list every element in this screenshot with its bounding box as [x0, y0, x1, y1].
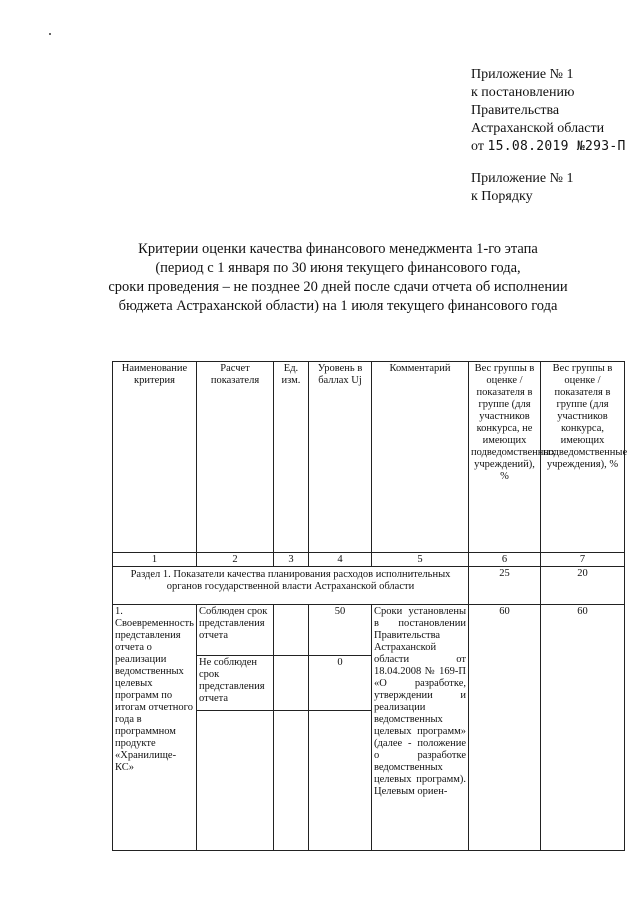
title-line: (период с 1 января по 30 июня текущего финансового года,: [155, 260, 521, 276]
calc-option: Соблюден срок представления отчета: [197, 605, 274, 656]
criterion-row: [113, 605, 625, 656]
appendix-line: Астраханской области: [471, 121, 605, 136]
header-cell: Комментарий: [372, 362, 469, 553]
column-number: 7: [541, 553, 625, 567]
header-cell: Вес группы в оценке / показателя в группе (для участников конкурса, имеющих подведомственные учреждения), %: [541, 362, 625, 553]
title-line: бюджета Астраханской области) на 1 июля текущего финансового года: [118, 298, 558, 314]
column-number: 6: [469, 553, 541, 567]
header-cell: Расчет показателя: [197, 362, 274, 553]
column-number: 4: [309, 553, 372, 567]
scan-speck: [49, 33, 51, 35]
section-weight: 25: [469, 567, 541, 605]
empty-cell: [309, 711, 372, 851]
header-cell: Наименование критерия: [113, 362, 197, 553]
header-cell: Ед. изм.: [274, 362, 309, 553]
unit-cell: [274, 605, 309, 656]
section-row: [113, 567, 625, 605]
weight-cell: 60: [541, 605, 625, 851]
date-prefix: от: [471, 139, 484, 154]
criterion-name: 1. Своевременность представления отчета о реализации ведомственных целевых программ по итогам отчетного года в программном продукте «Хранилище-КС»: [113, 605, 197, 851]
column-number-row: [113, 553, 625, 567]
appendix-line: к Порядку: [471, 189, 533, 204]
appendix-line: к постановлению: [471, 85, 575, 100]
score-cell: 0: [309, 656, 372, 711]
appendix-resolution-block: [471, 66, 626, 156]
appendix-order-block: [471, 170, 574, 206]
table-header-row: [113, 362, 625, 553]
column-number: 5: [372, 553, 469, 567]
appendix-line: Приложение № 1: [471, 171, 574, 186]
header-cell: Уровень в баллах Uj: [309, 362, 372, 553]
calc-option: Не соблюден срок представления отчета: [197, 656, 274, 711]
column-number: 3: [274, 553, 309, 567]
weight-cell: 60: [469, 605, 541, 851]
appendix-date-line: [471, 138, 626, 156]
section-title: Раздел 1. Показатели качества планирования расходов исполнительных органов государственной власти Астраханской области: [113, 567, 469, 605]
unit-cell: [274, 656, 309, 711]
header-cell: Вес группы в оценке / показателя в группе (для участников конкурса, не имеющих подведомственных учреждений), %: [469, 362, 541, 553]
date-number-stamp: 15.08.2019 №293-П: [487, 139, 626, 154]
column-number: 1: [113, 553, 197, 567]
title-line: Критерии оценки качества финансового менеджмента 1-го этапа: [138, 241, 538, 257]
empty-cell: [274, 711, 309, 851]
criteria-table: [112, 361, 628, 851]
comment-cell: Сроки установлены в постановлении Правительства Астраханской области от 18.04.2008 № 169-П «О разработке, утверждении и реализации ведомственных целевых программ» (далее - положение о разработке ведомственных целевых программ). Целевым ориен-: [372, 605, 469, 851]
appendix-line: Правительства: [471, 103, 560, 118]
section-weight: 20: [541, 567, 625, 605]
appendix-line: Приложение № 1: [471, 67, 574, 82]
column-number: 2: [197, 553, 274, 567]
document-title: [90, 240, 586, 316]
score-cell: 50: [309, 605, 372, 656]
empty-cell: [197, 711, 274, 851]
title-line: сроки проведения – не позднее 20 дней после сдачи отчета об исполнении: [108, 279, 568, 295]
